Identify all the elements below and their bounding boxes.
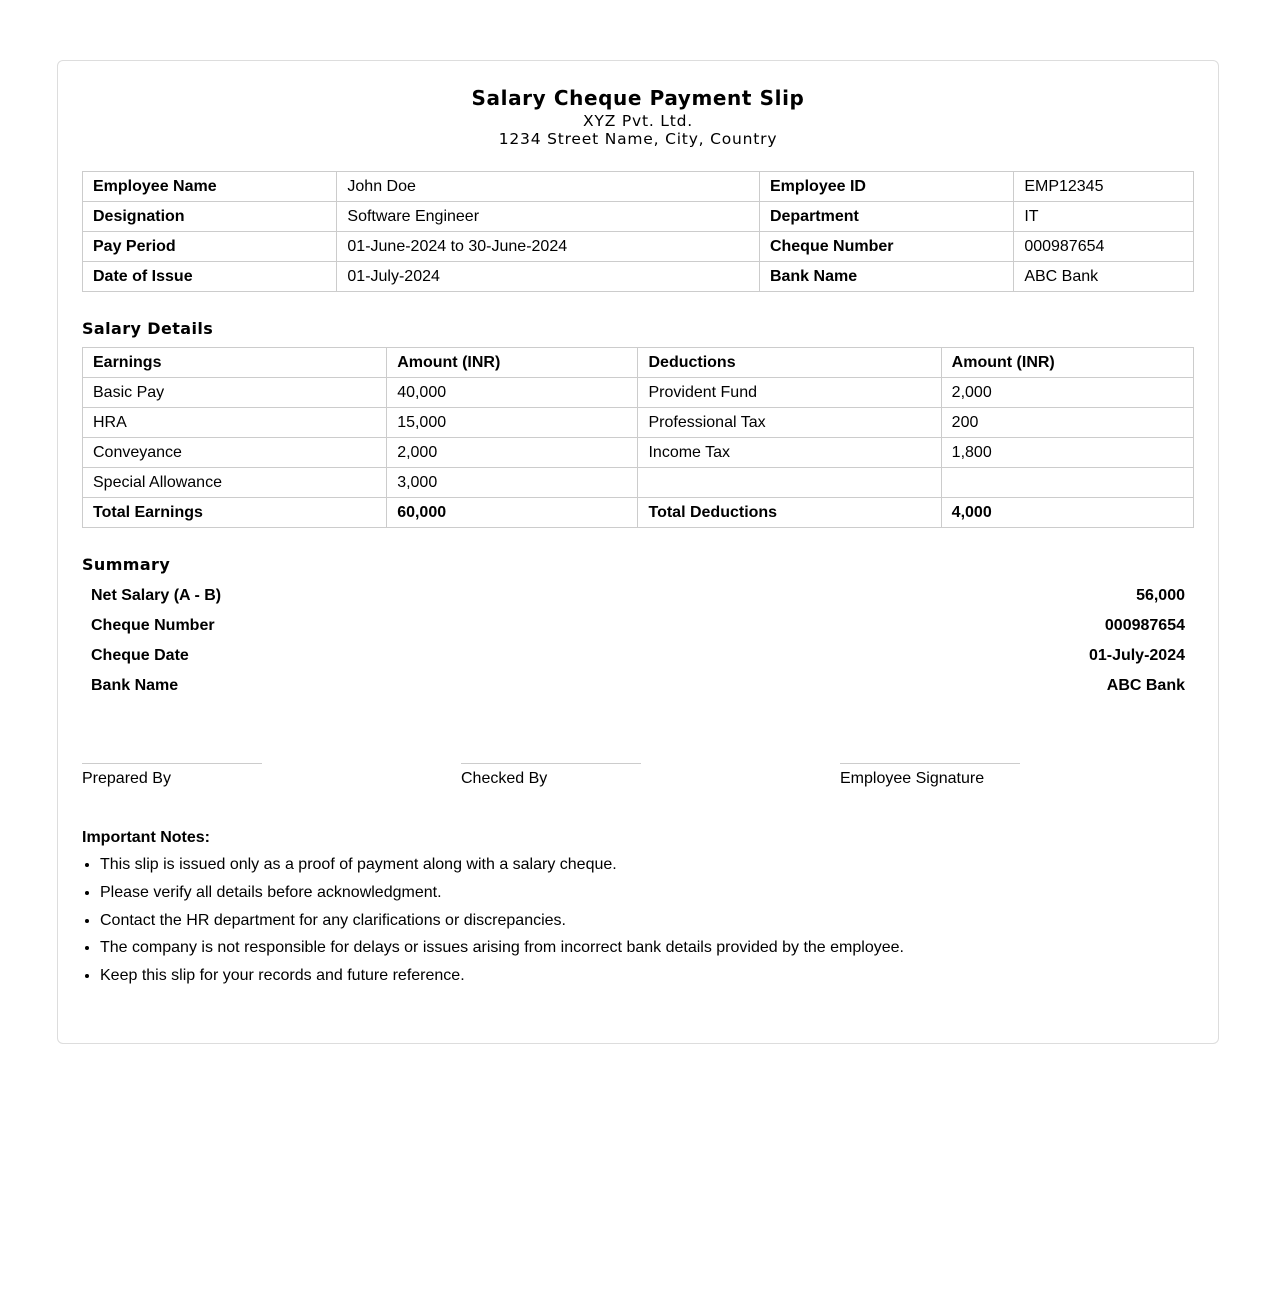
summary-label: Cheque Date xyxy=(91,647,189,664)
summary-row-net-salary xyxy=(82,581,1194,611)
table-row xyxy=(83,438,1194,468)
summary-label: Cheque Number xyxy=(91,617,215,634)
deduction-name: Professional Tax xyxy=(638,408,941,438)
summary-label: Net Salary (A - B) xyxy=(91,587,222,604)
summary-row-bank-name xyxy=(82,671,1194,701)
info-label: Employee Name xyxy=(83,172,337,202)
table-row xyxy=(83,408,1194,438)
summary-value: 000987654 xyxy=(1104,617,1185,634)
summary-label: Bank Name xyxy=(91,677,179,694)
list-item: • Contact the HR department for any clarifications or discrepancies. xyxy=(100,911,1194,931)
earning-name: HRA xyxy=(83,408,387,438)
table-row xyxy=(83,172,1194,202)
info-label: Bank Name xyxy=(759,262,1013,292)
summary-value: 01-July-2024 xyxy=(1088,647,1185,664)
totals-row xyxy=(83,498,1194,528)
table-row xyxy=(83,378,1194,408)
earning-name: Conveyance xyxy=(83,438,387,468)
salary-details-title: Salary Details xyxy=(82,319,214,338)
info-label: Cheque Number xyxy=(759,232,1013,262)
table-row xyxy=(83,468,1194,498)
summary-row-cheque-date xyxy=(82,641,1194,671)
notes-list xyxy=(82,855,1194,986)
total-deductions-value: 4,000 xyxy=(941,498,1193,528)
table-row xyxy=(83,232,1194,262)
earning-amount: 2,000 xyxy=(387,438,638,468)
signature-label: Prepared By xyxy=(82,770,171,787)
company-name: XYZ Pvt. Ltd. xyxy=(583,112,693,130)
employee-info-table xyxy=(82,171,1194,292)
total-earnings-value: 60,000 xyxy=(387,498,638,528)
info-value: 000987654 xyxy=(1014,232,1194,262)
company-address: 1234 Street Name, City, Country xyxy=(498,130,778,148)
employee-signature xyxy=(840,763,1020,789)
salary-details-table xyxy=(82,347,1194,528)
earning-amount: 40,000 xyxy=(387,378,638,408)
deduction-amount: 1,800 xyxy=(941,438,1193,468)
earning-amount: 3,000 xyxy=(387,468,638,498)
deduction-amount xyxy=(941,468,1193,498)
summary-row-cheque-number xyxy=(82,611,1194,641)
payment-slip xyxy=(57,60,1219,1044)
signature-label: Employee Signature xyxy=(840,770,985,787)
signature-line xyxy=(461,763,641,764)
info-label: Pay Period xyxy=(83,232,337,262)
notes-title: Important Notes: xyxy=(82,829,210,846)
info-label: Designation xyxy=(83,202,337,232)
info-label: Employee ID xyxy=(759,172,1013,202)
column-header: Amount (INR) xyxy=(941,348,1193,378)
table-row xyxy=(83,202,1194,232)
earning-amount: 15,000 xyxy=(387,408,638,438)
slip-header xyxy=(82,61,1194,148)
signature-section xyxy=(82,763,1194,823)
earning-name: Basic Pay xyxy=(83,378,387,408)
signature-line xyxy=(82,763,262,764)
deduction-amount: 200 xyxy=(941,408,1193,438)
info-value: Software Engineer xyxy=(337,202,760,232)
slip-title: Salary Cheque Payment Slip xyxy=(471,86,805,110)
list-item: • The company is not responsible for delays or issues arising from incorrect bank details provided by the employee. xyxy=(100,938,1194,958)
deduction-amount: 2,000 xyxy=(941,378,1193,408)
info-value: 01-July-2024 xyxy=(337,262,760,292)
column-header: Earnings xyxy=(83,348,387,378)
checked-by-signature xyxy=(461,763,641,789)
deduction-name xyxy=(638,468,941,498)
table-header-row xyxy=(83,348,1194,378)
info-value: EMP12345 xyxy=(1014,172,1194,202)
info-value: John Doe xyxy=(337,172,760,202)
earning-name: Special Allowance xyxy=(83,468,387,498)
column-header: Amount (INR) xyxy=(387,348,638,378)
signature-line xyxy=(840,763,1020,764)
summary-title: Summary xyxy=(82,555,171,574)
info-value: IT xyxy=(1014,202,1194,232)
column-header: Deductions xyxy=(638,348,941,378)
info-label: Department xyxy=(759,202,1013,232)
table-row xyxy=(83,262,1194,292)
deduction-name: Provident Fund xyxy=(638,378,941,408)
list-item: • This slip is issued only as a proof of payment along with a salary cheque. xyxy=(100,855,1194,875)
info-label: Date of Issue xyxy=(83,262,337,292)
total-earnings-label: Total Earnings xyxy=(83,498,387,528)
summary-value: 56,000 xyxy=(1136,587,1185,604)
total-deductions-label: Total Deductions xyxy=(638,498,941,528)
prepared-by-signature xyxy=(82,763,262,789)
summary-value: ABC Bank xyxy=(1106,677,1185,694)
info-value: ABC Bank xyxy=(1014,262,1194,292)
summary-section xyxy=(82,581,1194,701)
info-value: 01-June-2024 to 30-June-2024 xyxy=(337,232,760,262)
list-item: • Please verify all details before acknowledgment. xyxy=(100,883,1194,903)
list-item: • Keep this slip for your records and future reference. xyxy=(100,966,1194,986)
deduction-name: Income Tax xyxy=(638,438,941,468)
signature-label: Checked By xyxy=(461,770,548,787)
